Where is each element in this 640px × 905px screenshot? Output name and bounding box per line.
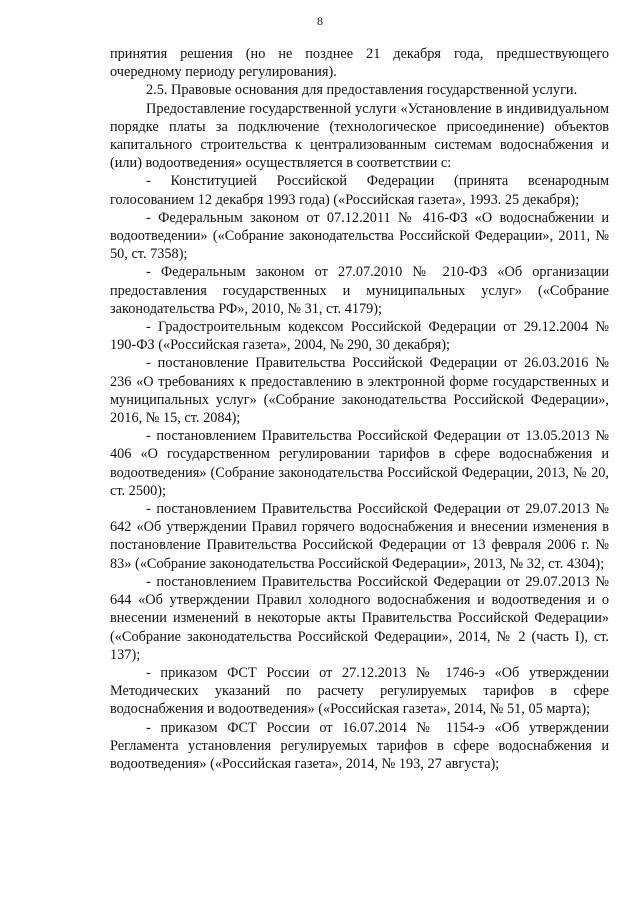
paragraph-service-basis: Предоставление государственной услуги «Установление в индивидуальном порядке платы за подключение (технологическое присоединение) объектов капитального строительства к централизованным системам водоснабжения и (или) водоотведения» осуществляется в соответствии с:	[110, 100, 609, 172]
list-item-decree-642: - постановлением Правительства Российской Федерации от 29.07.2013 № 642 «Об утверждении Правил горячего водоснабжения и внесении изменения в постановление Правительства Российской Федерации от 13 февраля 2006 г. № 83» («Собрание законодательства Российской Федерации», 2013, № 32, ст. 4304);	[110, 501, 609, 572]
list-item-decree-644: - постановлением Правительства Российской Федерации от 29.07.2013 № 644 «Об утверждении Правил холодного водоснабжения и водоотведения и о внесении изменений в некоторые акты Правительства Российской Федерации» («Собрание законодательства Российской Федерации», 2014, № 2 (часть I), ст. 137);	[110, 573, 609, 663]
list-item-order-1154: - приказом ФСТ России от 16.07.2014 № 1154-э «Об утверждении Регламента установления регулируемых тарифов в сфере водоснабжения и водоотведения» («Российская газета», 2014, № 193, 27 августа);	[110, 719, 609, 772]
paragraph-decision-deadline: принятия решения (но не позднее 21 декабря года, предшествующего очередному периоду регулирования).	[110, 46, 609, 81]
list-item-order-1746: - приказом ФСТ России от 27.12.2013 № 1746-э «Об утверждении Методических указаний по расчету регулируемых тарифов в сфере водоснабжения и водоотведения» («Российская газета», 2014, № 51, 05 марта);	[110, 664, 609, 718]
list-item-constitution: - Конституцией Российской Федерации (принята всенародным голосованием 12 декабря 1993 года) («Российская газета», 1993. 25 декабря);	[110, 173, 609, 208]
document-body	[110, 45, 609, 773]
list-item-urban-code: - Градостроительным кодексом Российской Федерации от 29.12.2004 № 190-ФЗ («Российская газета», 2004, № 290, 30 декабря);	[110, 319, 609, 354]
page-number: 8	[317, 14, 323, 28]
list-item-law-210: - Федеральным законом от 27.07.2010 № 210-ФЗ «Об организации предоставления государственных и муниципальных услуг» («Собрание законодательства РФ», 2010, № 31, ст. 4179);	[110, 264, 609, 317]
section-heading-legal-basis: 2.5. Правовые основания для предоставления государственной услуги.	[146, 82, 578, 99]
list-item-decree-236: - постановление Правительства Российской Федерации от 26.03.2016 № 236 «О требованиях к предоставлению в электронной форме государственных и муниципальных услуг» («Собрание законодательства Российской Федерации», 2016, № 15, ст. 2084);	[110, 355, 609, 427]
list-item-law-416: - Федеральным законом от 07.12.2011 № 416-ФЗ «О водоснабжении и водоотведении» («Собрание законодательства Российской Федерации», 2011, № 50, ст. 7358);	[110, 209, 609, 263]
list-item-decree-406: - постановлением Правительства Российской Федерации от 13.05.2013 № 406 «О государственном регулировании тарифов в сфере водоснабжения и водоотведения» (Собрание законодательства Российской Федерации, 2013, № 20, ст. 2500);	[110, 428, 609, 499]
